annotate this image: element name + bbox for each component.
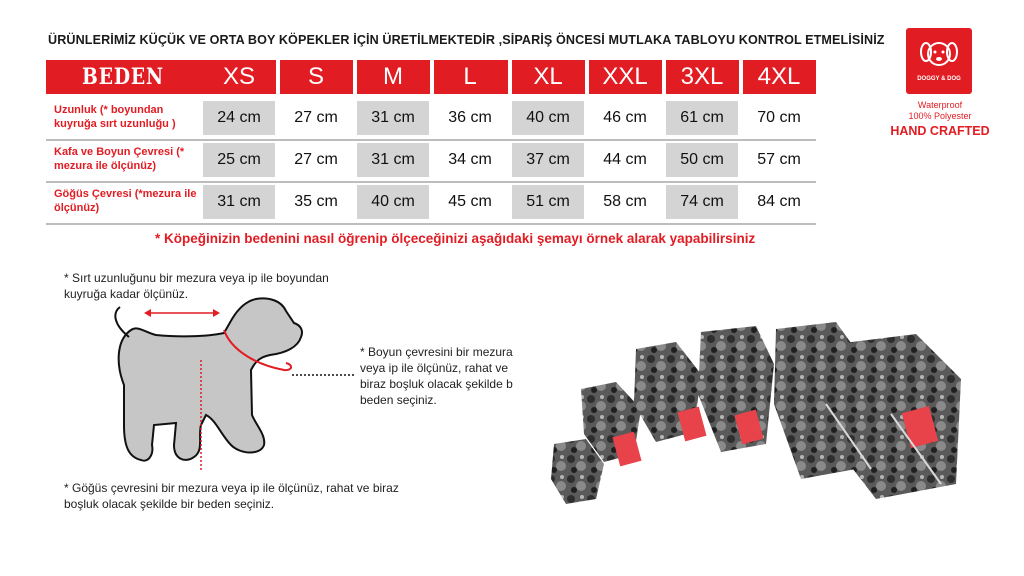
table-cell: 46 cm xyxy=(603,109,647,126)
dog-measure-diagram xyxy=(56,295,356,470)
header-separator xyxy=(585,60,589,94)
brand-logo-text: DOGGY & DOG xyxy=(917,76,961,82)
row-label: Uzunluk (* boyundan kuyruğa sırt uzunluğu ) xyxy=(54,104,176,130)
row-divider xyxy=(46,139,816,141)
waterproof-text: Waterproof xyxy=(917,100,963,110)
product-tag xyxy=(612,432,641,467)
dog-face-icon xyxy=(906,28,972,94)
size-header-4xl: 4XL xyxy=(743,60,815,94)
jacket-l xyxy=(698,326,774,452)
brand-logo xyxy=(906,28,972,94)
table-cell: 61 cm xyxy=(666,101,738,135)
table-cell: 27 cm xyxy=(294,151,338,168)
page-title: ÜRÜNLERİMİZ KÜÇÜK VE ORTA BOY KÖPEKLER İÇİN ÜRETİLMEKTEDİR ,SİPARİŞ ÖNCESİ MUTLAKA TABLOYU KONTROL ETMELİSİNİZ xyxy=(48,33,885,47)
neck-instruction: * Boyun çevresini bir mezura veya ip ile ölçünüz, rahat ve biraz boşluk olacak şekilde b beden seçiniz. xyxy=(360,345,513,407)
table-cell: 58 cm xyxy=(603,193,647,210)
table-cell: 40 cm xyxy=(357,185,429,219)
row-divider xyxy=(46,181,816,183)
table-cell: 37 cm xyxy=(512,143,584,177)
header-separator xyxy=(353,60,357,94)
product-tag xyxy=(677,407,706,442)
row-label: Göğüs Çevresi (*mezura ile ölçünüz) xyxy=(54,188,197,214)
table-cell: 57 cm xyxy=(757,151,801,168)
material-text: 100% Polyester xyxy=(908,111,972,121)
table-cell: 84 cm xyxy=(757,193,801,210)
table-cell: 74 cm xyxy=(666,185,738,219)
table-cell: 31 cm xyxy=(357,101,429,135)
size-header-xs: XS xyxy=(222,63,255,90)
table-cell: 34 cm xyxy=(448,151,492,168)
hand-crafted-text: HAND CRAFTED xyxy=(890,124,990,138)
size-header-s: S xyxy=(280,60,352,94)
table-cell: 36 cm xyxy=(448,109,492,126)
size-header-xxl: XXL xyxy=(589,60,661,94)
header-separator xyxy=(662,60,666,94)
dog-silhouette xyxy=(119,298,302,460)
header-separator xyxy=(739,60,743,94)
back-instruction: * Sırt uzunluğunu bir mezura veya ip ile boyundan kuyruğa kadar ölçünüz. xyxy=(64,271,329,301)
header-separator xyxy=(508,60,512,94)
brand-features xyxy=(880,100,1000,122)
table-cell: 24 cm xyxy=(203,101,275,135)
chest-instruction: * Göğüs çevresini bir mezura veya ip ile ölçünüz, rahat ve biraz boşluk olacak şekilde bir beden seçiniz. xyxy=(64,481,399,511)
row-divider xyxy=(46,223,816,225)
table-cell: 40 cm xyxy=(512,101,584,135)
header-separator xyxy=(276,60,280,94)
table-cell: 45 cm xyxy=(448,193,492,210)
table-cell: 44 cm xyxy=(603,151,647,168)
table-cell: 51 cm xyxy=(512,185,584,219)
size-header-m: M xyxy=(383,63,403,90)
table-cell: 31 cm xyxy=(203,185,275,219)
table-cell: 50 cm xyxy=(666,143,738,177)
table-cell: 27 cm xyxy=(294,109,338,126)
table-cell: 25 cm xyxy=(203,143,275,177)
beden-label: BEDEN xyxy=(82,64,164,90)
measure-note: * Köpeğinizin bedenini nasıl öğrenip ölçeceğinizi aşağıdaki şemayı örnek alarak yapabilirsiniz xyxy=(155,231,756,246)
size-header-l: L xyxy=(434,60,506,94)
size-header-3xl: 3XL xyxy=(680,63,724,90)
row-label: Kafa ve Boyun Çevresi (* mezura ile ölçünüz) xyxy=(54,146,185,172)
table-cell: 31 cm xyxy=(357,143,429,177)
table-cell: 70 cm xyxy=(757,109,801,126)
product-photo xyxy=(526,294,996,530)
table-cell: 35 cm xyxy=(294,193,338,210)
size-header-xl: XL xyxy=(533,63,563,90)
header-separator xyxy=(430,60,434,94)
